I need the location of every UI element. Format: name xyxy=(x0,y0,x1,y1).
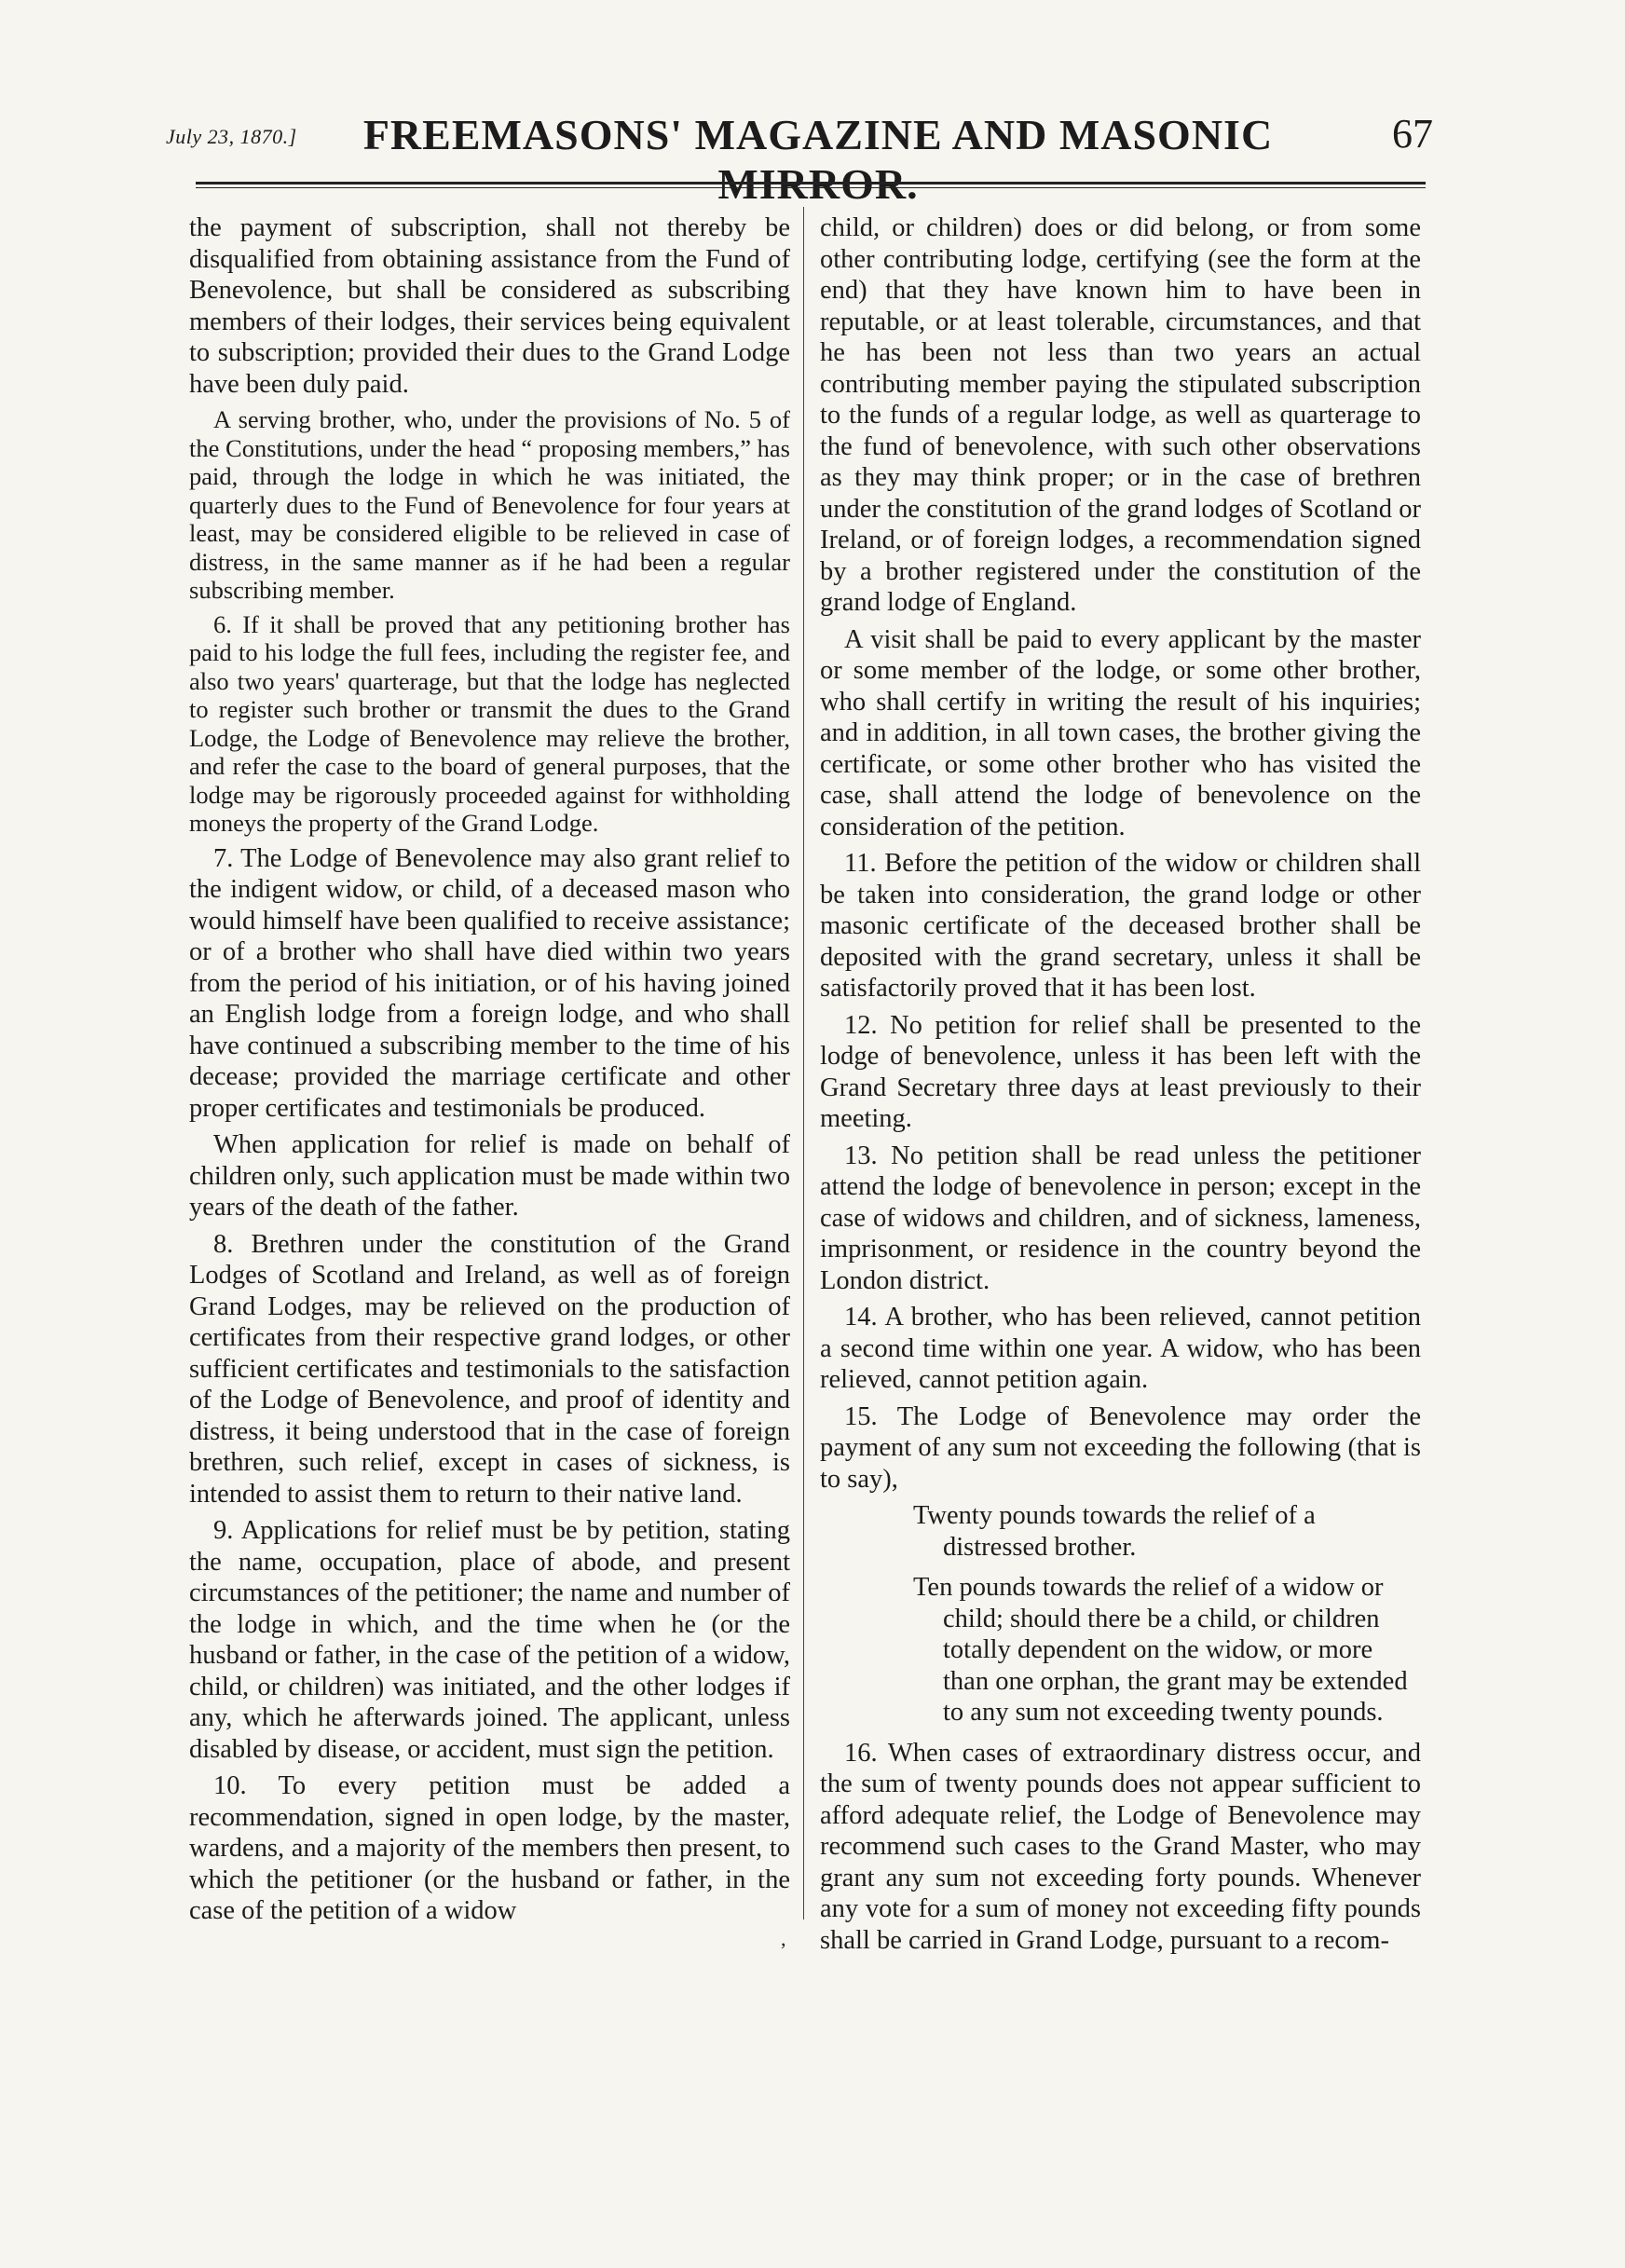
paragraph: A visit shall be paid to every applicant by the master or some member of the lodge, or some other brother, who shall certify in writing the result of his inquiries; and in addition, in all town cases, the brother giving the certificate, or some other brother who has visited the case, shall attend the lodge of benevolence on the consideration of the petition. xyxy=(820,624,1421,841)
paragraph: 10. To every petition must be added a recommendation, signed in open lodge, by the master, wardens, and a majority of the members then present, to which the petitioner (or the husband or father, in the case of the petition of a widow xyxy=(189,1771,790,1925)
paragraph: 7. The Lodge of Benevolence may also grant relief to the indigent widow, or child, of a deceased mason who would himself have been qualified to receive assistance; or of a brother who shall have died within two years from the period of his initiation, or of his having joined an English lodge from a foreign lodge, and who shall have continued a subscribing member to the time of his decease; provided the marriage certificate and other proper certificates and testimonials be produced. xyxy=(189,843,790,1123)
paragraph: 11. Before the petition of the widow or children shall be taken into consideration, the grand lodge or other masonic certificate of the deceased brother shall be deposited with the grand secretary, unless it shall be satisfactorily proved that it has been lost. xyxy=(820,849,1421,1003)
left-column xyxy=(189,212,790,1933)
issue-date: July 23, 1870.] xyxy=(166,125,297,148)
footer-mark: , xyxy=(781,1927,786,1950)
paragraph: 9. Applications for relief must be by petition, stating the name, occupation, place of abode, and present circumstances of the petitioner; the name and number of the lodge in which, and the time when he (or the husband or father, in the case of the petition of a widow, child, or children) was initiated, and the other lodges if any, which he afterwards joined. The applicant, unless disabled by disease, or accident, must sign the petition. xyxy=(189,1516,790,1764)
page-header xyxy=(166,110,1433,208)
paragraph: 13. No petition shall be read unless the petitioner attend the lodge of benevolence in person; except in the case of widows and children, and of sickness, lameness, imprisonment, or residence in the country beyond the London district. xyxy=(820,1141,1421,1295)
column-divider xyxy=(803,207,804,1920)
right-column xyxy=(820,212,1421,1961)
paragraph: 12. No petition for relief shall be presented to the lodge of benevolence, unless it has been left with the Grand Secretary three days at least previously to their meeting. xyxy=(820,1010,1421,1133)
paragraph: A serving brother, who, under the provisions of No. 5 of the Constitutions, under the head “ proposing members,” has paid, through the lodge in which he was initiated, the quarterly dues to the Fund of Benevolence for four years at least, may be considered eligible to be relieved in case of distress, in the same manner as if he had been a regular subscribing member. xyxy=(189,405,790,604)
header-rule xyxy=(196,182,1426,188)
paragraph: the payment of subscription, shall not thereby be disqualified from obtaining assistance from the Fund of Benevolence, but shall be considered as subscribing members of their lodges, their services being equivalent to subscription; provided their dues to the Grand Lodge have been duly paid. xyxy=(189,213,790,399)
paragraph: 14. A brother, who has been relieved, cannot petition a second time within one year. A widow, who has been relieved, cannot petition again. xyxy=(820,1303,1421,1394)
indented-clause: Ten pounds towards the relief of a widow or child; should there be a child, or children totally dependent on the widow, or more than one orphan, the grant may be extended to any sum not exceeding twenty pounds. xyxy=(913,1573,1408,1727)
paragraph: 8. Brethren under the constitution of the Grand Lodges of Scotland and Ireland, as well as of foreign Grand Lodges, may be relieved on the production of certificates from their respective grand lodges, or other sufficient certificates and testimonials to the satisfaction of the Lodge of Benevolence, and proof of identity and distress, it being understood that in the case of foreign brethren, such relief, except in cases of sickness, is intended to assist them to return to their native land. xyxy=(189,1229,790,1509)
paragraph: child, or children) does or did belong, or from some other contributing lodge, certifying (see the form at the end) that they have known him to have been in reputable, or at least tolerable, circumstances, and that he has been not less than two years an actual contributing member paying the stipulated subscription to the funds of a regular lodge, as well as quarterage to the fund of benevolence, with such other observations as they may think proper; or in the case of brethren under the constitution of the grand lodges of Scotland or Ireland, or of foreign lodges, a recommendation signed by a brother registered under the constitution of the grand lodge of England. xyxy=(820,213,1421,617)
paragraph: 6. If it shall be proved that any petitioning brother has paid to his lodge the full fees, including the register fee, and also two years' quarterage, but that the lodge has neglected to register such brother or transmit the dues to the Grand Lodge, the Lodge of Benevolence may relieve the brother, and refer the case to the board of general purposes, that the lodge may be rigorously proceeded against for withholding moneys the property of the Grand Lodge. xyxy=(189,609,790,837)
indented-clause: Twenty pounds towards the relief of a distressed brother. xyxy=(913,1501,1316,1562)
paragraph: 15. The Lodge of Benevolence may order the payment of any sum not exceeding the following (that is to say), xyxy=(820,1401,1421,1494)
page-number: 67 xyxy=(1392,111,1433,157)
paragraph: When application for relief is made on behalf of children only, such application must be made within two years of the death of the father. xyxy=(189,1130,790,1222)
magazine-title: FREEMASONS' MAGAZINE AND MASONIC MIRROR. xyxy=(362,111,1274,208)
paragraph: 16. When cases of extraordinary distress occur, and the sum of twenty pounds does not appear sufficient to afford adequate relief, the Lodge of Benevolence may recommend such cases to the Grand Master, who may grant any sum not exceeding forty pounds. Whenever any vote for a sum of money not exceeding fifty pounds shall be carried in Grand Lodge, pursuant to a recom- xyxy=(820,1738,1421,1955)
